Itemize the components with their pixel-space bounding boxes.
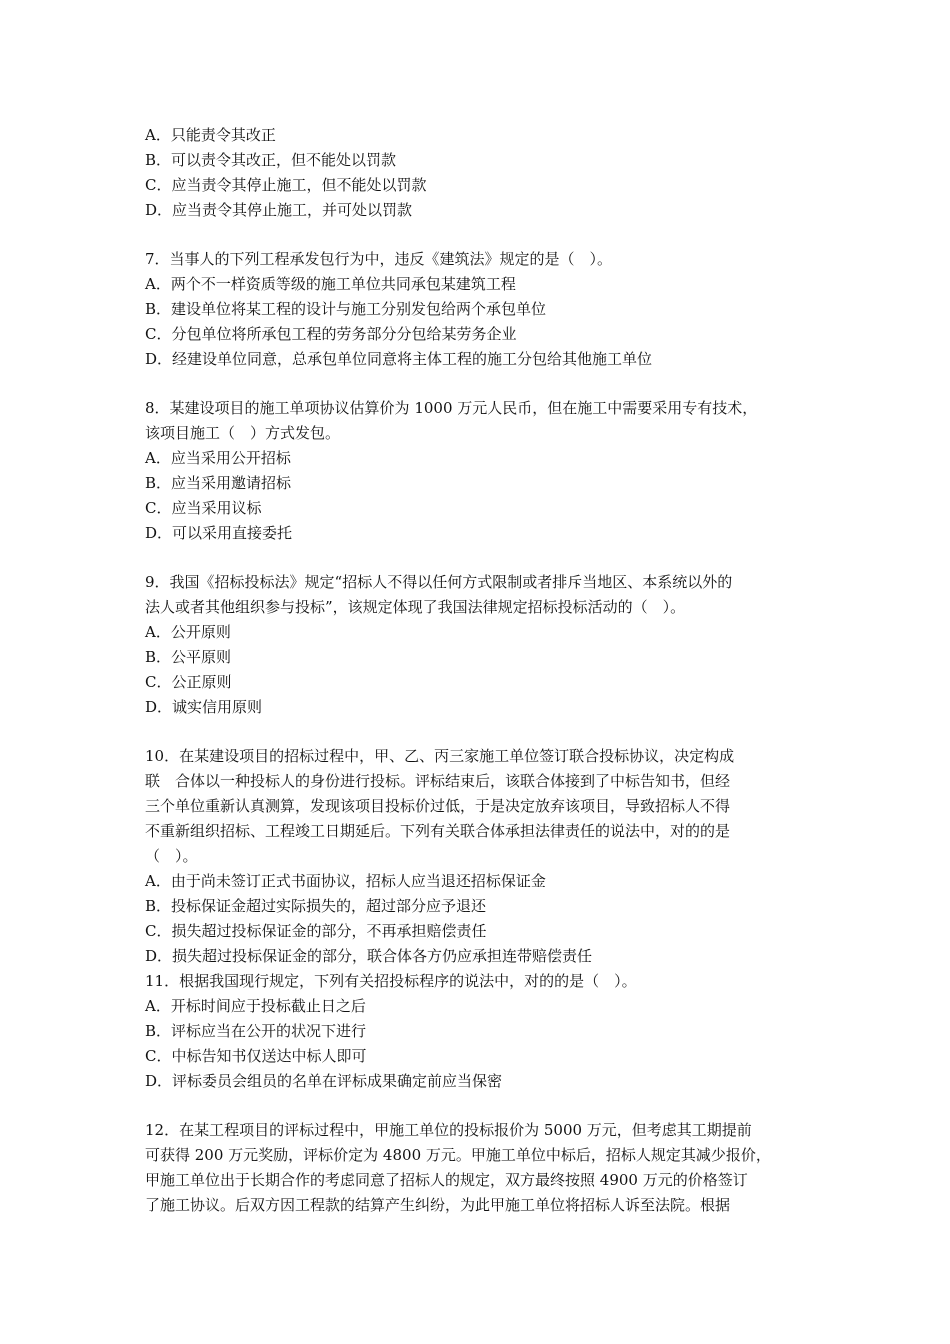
option-a: A．只能责令其改正	[145, 126, 276, 144]
option-b: B．应当采用邀请招标	[145, 474, 292, 492]
question-12	[145, 1118, 825, 1218]
option-d: D．诚实信用原则	[145, 698, 263, 716]
option-c: C．分包单位将所承包工程的劳务部分分包给某劳务企业	[145, 325, 517, 343]
question-stem-line-2: 联 合体以一种投标人的身份进行投标。评标结束后，该联合体接到了中标告知书，但经	[145, 772, 731, 790]
option-b: B．投标保证金超过实际损失的，超过部分应予退还	[145, 897, 487, 915]
question-10	[145, 744, 825, 969]
question-stem-line-1: 12．在某工程项目的评标过程中，甲施工单位的投标报价为 5000 万元，但考虑其工期提前	[145, 1121, 752, 1139]
option-b: B．公平原则	[145, 648, 232, 666]
question-stem-line-3: 甲施工单位出于长期合作的考虑同意了招标人的规定，双方最终按照 4900 万元的价格签订	[145, 1171, 748, 1189]
question-stem-line-1: 8．某建设项目的施工单项协议估算价为 1000 万元人民币，但在施工中需要采用专有技术，	[145, 399, 758, 417]
question-stem-line-3: 三个单位重新认真测算，发现该项目投标价过低，于是决定放弃该项目，导致招标人不得	[145, 797, 731, 815]
option-b: B．建设单位将某工程的设计与施工分别发包给两个承包单位	[145, 300, 547, 318]
question-block-6-options	[145, 123, 825, 223]
option-c: C．应当采用议标	[145, 499, 262, 517]
question-stem: 11．根据我国现行规定，下列有关招投标程序的说法中，对的的是（ ）。	[145, 972, 637, 990]
option-d: D．可以采用直接委托	[145, 524, 293, 542]
question-stem-line-5: （ ）。	[145, 847, 198, 865]
question-stem-line-1: 9．我国《招标投标法》规定“招标人不得以任何方式限制或者排斥当地区、本系统以外的	[145, 573, 733, 591]
option-a: A．应当采用公开招标	[145, 449, 291, 467]
question-stem-line-2: 该项目施工（ ）方式发包。	[145, 424, 341, 442]
option-b: B．可以责令其改正，但不能处以罚款	[145, 151, 397, 169]
question-stem-line-4: 了施工协议。后双方因工程款的结算产生纠纷，为此甲施工单位将招标人诉至法院。根据	[145, 1196, 731, 1214]
document-body	[145, 123, 825, 1218]
question-8	[145, 396, 825, 546]
option-c: C．应当责令其停止施工，但不能处以罚款	[145, 176, 427, 194]
question-stem: 7．当事人的下列工程承发包行为中，违反《建筑法》规定的是（ ）。	[145, 250, 613, 268]
option-a: A．公开原则	[145, 623, 231, 641]
question-7	[145, 247, 825, 372]
option-d: D．经建设单位同意，总承包单位同意将主体工程的施工分包给其他施工单位	[145, 350, 653, 368]
option-a: A．由于尚未签订正式书面协议，招标人应当退还招标保证金	[145, 872, 546, 890]
option-d: D．应当责令其停止施工，并可处以罚款	[145, 201, 413, 219]
option-c: C．公正原则	[145, 673, 232, 691]
option-a: A．开标时间应于投标截止日之后	[145, 997, 366, 1015]
question-stem-line-2: 可获得 200 万元奖励，评标价定为 4800 万元。甲施工单位中标后，招标人规定其减少报价，	[145, 1146, 771, 1164]
option-c: C．中标告知书仅送达中标人即可	[145, 1047, 367, 1065]
question-stem-line-4: 不重新组织招标、工程竣工日期延后。下列有关联合体承担法律责任的说法中，对的的是	[145, 822, 731, 840]
option-d: D．评标委员会组员的名单在评标成果确定前应当保密	[145, 1072, 503, 1090]
option-b: B．评标应当在公开的状况下进行	[145, 1022, 367, 1040]
question-stem-line-1: 10．在某建设项目的招标过程中，甲、乙、丙三家施工单位签订联合投标协议，决定构成	[145, 747, 735, 765]
question-stem-line-2: 法人或者其他组织参与投标”，该规定体现了我国法律规定招标投标活动的（ ）。	[145, 598, 686, 616]
question-11	[145, 969, 825, 1094]
question-9	[145, 570, 825, 720]
option-a: A．两个不一样资质等级的施工单位共同承包某建筑工程	[145, 275, 516, 293]
option-c: C．损失超过投标保证金的部分，不再承担赔偿责任	[145, 922, 487, 940]
option-d: D．损失超过投标保证金的部分，联合体各方仍应承担连带赔偿责任	[145, 947, 593, 965]
